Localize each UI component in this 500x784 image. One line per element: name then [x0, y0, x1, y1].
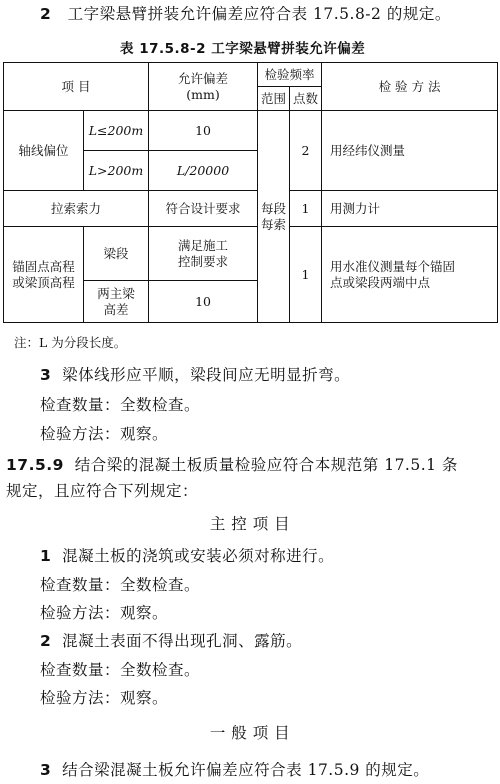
anchor-label: 锚固点高程 或梁顶高程: [4, 227, 84, 323]
axis-tolerance-2: L/20000: [149, 151, 258, 191]
anchor-tolerance-1: 满足施工 控制要求: [149, 227, 258, 281]
anchor-sub-1: 梁段: [84, 227, 149, 281]
header-item: 项 目: [4, 63, 149, 111]
main-item-2: 2 混凝土表面不得出现孔洞、露筋。: [40, 632, 303, 650]
intro-text: 工字梁悬臂拼装允许偏差应符合表 17.5.8-2 的规定。: [67, 5, 451, 23]
check-quantity: 检查数量：全数检查。: [40, 661, 201, 679]
anchor-method: 用水准仪测量每个锚固 点或梁段两端中点: [322, 227, 498, 323]
table-caption: 表 17.5.8-2 工字梁悬臂拼装允许偏差: [120, 41, 366, 57]
general-items-heading: 一 般 项 目: [209, 724, 291, 742]
intro-paragraph: [40, 4, 451, 24]
check-method: 检验方法：观察。: [40, 425, 169, 443]
anchor-sub-2: 两主梁 高差: [84, 281, 149, 323]
tolerance-table: [3, 62, 498, 323]
scope-merged: 每段 每索: [258, 111, 290, 323]
item-3-paragraph: 3 梁体线形应平顺，梁段间应无明显折弯。: [40, 366, 351, 384]
cable-label: 拉索索力: [4, 191, 149, 227]
check-quantity: 检查数量：全数检查。: [40, 396, 201, 414]
header-scope: 范围: [258, 87, 290, 111]
check-method: 检验方法：观察。: [40, 689, 169, 707]
main-items-heading: 主 控 项 目: [209, 515, 291, 533]
axis-label: 轴线偏位: [4, 111, 84, 191]
axis-method: 用经纬仪测量: [322, 111, 498, 191]
axis-condition-2: L>200m: [84, 151, 149, 191]
cable-tolerance: 符合设计要求: [149, 191, 258, 227]
clause-continuation: 规定，且应符合下列规定：: [6, 482, 199, 500]
header-tolerance: 允许偏差 (mm): [149, 63, 258, 111]
header-method: 检 验 方 法: [322, 63, 498, 111]
table-note: 注：L 为分段长度。: [14, 335, 127, 350]
axis-points: 2: [290, 111, 322, 191]
header-points: 点数: [290, 87, 322, 111]
main-item-1: 1 混凝土板的浇筑或安装必须对称进行。: [40, 547, 335, 565]
check-quantity: 检查数量：全数检查。: [40, 576, 201, 594]
general-item-3: 3 结合梁混凝土板允许偏差应符合表 17.5.9 的规定。: [40, 761, 430, 779]
check-method: 检验方法：观察。: [40, 604, 169, 622]
anchor-tolerance-2: 10: [149, 281, 258, 323]
anchor-points: 1: [290, 227, 322, 323]
cable-points: 1: [290, 191, 322, 227]
clause-paragraph: 17.5.9 结合梁的混凝土板质量检验应符合本规范第 17.5.1 条: [6, 456, 458, 474]
axis-tolerance-1: 10: [149, 111, 258, 151]
item-number: 2: [40, 5, 52, 23]
header-frequency: 检验频率: [258, 63, 322, 87]
axis-condition-1: L≤200m: [84, 111, 149, 151]
cable-method: 用测力计: [322, 191, 498, 227]
